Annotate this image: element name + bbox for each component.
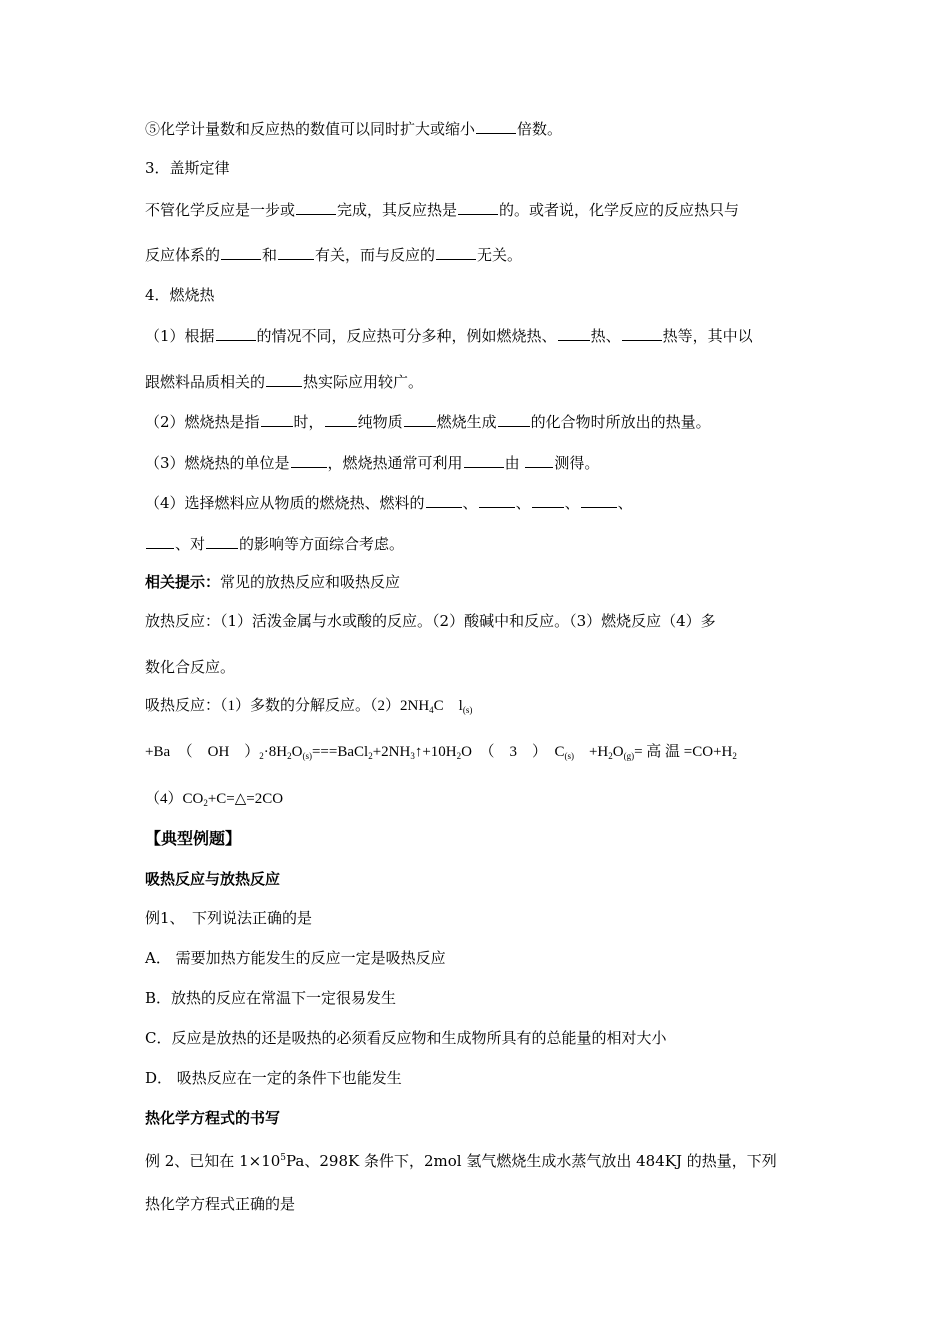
blank bbox=[216, 325, 256, 341]
text: 的化合物时所放出的热量。 bbox=[530, 413, 711, 431]
example-2-question-cont bbox=[145, 1194, 295, 1214]
text: （2）燃烧热是指 bbox=[145, 413, 260, 431]
text: 吸热反应：（1）多数的分解反应。（2）2NH bbox=[145, 698, 430, 714]
blank bbox=[404, 411, 436, 427]
subscript: 2 bbox=[368, 751, 373, 761]
text-line-15 bbox=[145, 696, 472, 720]
subscript: (g) bbox=[623, 751, 635, 761]
blank bbox=[464, 452, 504, 468]
text: 的情况不同，反应热可分多种，例如燃烧热、 bbox=[256, 327, 557, 345]
text: （1）根据 bbox=[145, 327, 215, 345]
text: 、 bbox=[564, 494, 580, 512]
text: 完成，其反应热是 bbox=[337, 201, 458, 219]
blank bbox=[325, 411, 357, 427]
hint-label: 相关提示： bbox=[145, 573, 221, 591]
text: 、 bbox=[617, 494, 633, 512]
subscript: 2 bbox=[732, 751, 737, 761]
option-a bbox=[145, 948, 446, 968]
text: ===BaCl bbox=[311, 744, 369, 760]
text: 燃烧生成 bbox=[436, 413, 497, 431]
section-title-examples bbox=[145, 829, 241, 849]
subscript: 2 bbox=[203, 798, 208, 808]
subscript: 2 bbox=[456, 751, 462, 761]
text: = 高 温 =CO+H bbox=[634, 744, 733, 760]
equation-line-17 bbox=[145, 789, 283, 813]
text-line-14 bbox=[145, 657, 235, 677]
blank bbox=[146, 533, 174, 549]
blank bbox=[261, 411, 293, 427]
text: ⑤化学计量数和反应热的数值可以同时扩大或缩小 bbox=[145, 120, 476, 138]
text: 吸热反应与放热反应 bbox=[145, 870, 281, 888]
text: （4）选择燃料应从物质的燃烧热、燃料的 bbox=[145, 494, 425, 512]
subscript: 2 bbox=[287, 751, 292, 761]
text: O bbox=[612, 744, 624, 760]
subscript: 4 bbox=[429, 705, 434, 715]
text: 热化学方程式的书写 bbox=[145, 1109, 281, 1127]
blank bbox=[266, 371, 302, 387]
text-line-9 bbox=[145, 452, 599, 473]
example-1-question bbox=[145, 908, 312, 928]
heading-hess-law bbox=[145, 158, 230, 178]
text: 测得。 bbox=[554, 454, 600, 472]
text: 4．燃烧热 bbox=[145, 286, 215, 304]
text-line-3 bbox=[145, 199, 739, 220]
text: 和 bbox=[262, 246, 278, 264]
text-line-4 bbox=[145, 244, 522, 265]
blank bbox=[278, 244, 314, 260]
text: 、对 bbox=[175, 535, 206, 553]
text: 、 bbox=[462, 494, 478, 512]
text: B．放热的反应在常温下一定很易发生 bbox=[145, 989, 397, 1007]
subscript: (s) bbox=[564, 751, 574, 761]
blank bbox=[532, 492, 564, 508]
text: 由 bbox=[504, 454, 525, 472]
text: 纯物质 bbox=[357, 413, 403, 431]
text: （4）CO bbox=[145, 791, 204, 807]
text: D． 吸热反应在一定的条件下也能发生 bbox=[145, 1069, 402, 1087]
text-line-11 bbox=[145, 533, 404, 554]
blank bbox=[436, 244, 476, 260]
subscript: 2 bbox=[608, 751, 613, 761]
text: +2NH bbox=[372, 744, 411, 760]
blank bbox=[479, 492, 515, 508]
text-line-8 bbox=[145, 411, 711, 432]
equation-line-16 bbox=[145, 742, 737, 766]
text: C l bbox=[433, 698, 463, 714]
text: 放热反应：（1）活泼金属与水或酸的反应。（2）酸碱中和反应。（3）燃烧反应（4）多 bbox=[145, 612, 716, 630]
text: 无关。 bbox=[477, 246, 523, 264]
text-line-12 bbox=[145, 572, 400, 592]
blank bbox=[525, 452, 553, 468]
text: +Ba （ OH ） bbox=[145, 744, 260, 760]
text: 时， bbox=[293, 413, 324, 431]
text: 例 2、已知在 1×10 bbox=[145, 1152, 281, 1170]
text: 的影响等方面综合考虑。 bbox=[239, 535, 405, 553]
text: 有关，而与反应的 bbox=[315, 246, 436, 264]
text: ↑+10H bbox=[414, 744, 457, 760]
subheading-thermochemical-equation bbox=[145, 1108, 280, 1128]
text: 常见的放热反应和吸热反应 bbox=[220, 573, 401, 591]
blank bbox=[622, 325, 662, 341]
text: 反应体系的 bbox=[145, 246, 221, 264]
text: 【典型例题】 bbox=[145, 829, 242, 848]
text: C．反应是放热的还是吸热的必须看反应物和生成物所具有的总能量的相对大小 bbox=[145, 1029, 667, 1047]
text: 的。或者说，化学反应的反应热只与 bbox=[499, 201, 740, 219]
subscript: 3 bbox=[410, 751, 415, 761]
example-2-question bbox=[145, 1148, 777, 1171]
text: 热、 bbox=[590, 327, 621, 345]
blank bbox=[206, 533, 238, 549]
subscript: 2 bbox=[259, 751, 264, 761]
text: 例1、 下列说法正确的是 bbox=[145, 909, 313, 927]
text-line-13 bbox=[145, 611, 716, 631]
text: 3．盖斯定律 bbox=[145, 159, 230, 177]
subheading-endothermic-exothermic bbox=[145, 869, 280, 889]
text: 热等，其中以 bbox=[662, 327, 753, 345]
text: Pa、298K 条件下，2mol 氢气燃烧生成水蒸气放出 484KJ 的热量，下列 bbox=[286, 1152, 777, 1170]
text: O bbox=[291, 744, 303, 760]
text-line-10 bbox=[145, 492, 633, 513]
text-line-1 bbox=[145, 118, 562, 139]
blank bbox=[558, 325, 590, 341]
blank bbox=[498, 411, 530, 427]
text: 、 bbox=[515, 494, 531, 512]
text: +C=△=2CO bbox=[207, 791, 284, 807]
text: A． 需要加热方能发生的反应一定是吸热反应 bbox=[145, 949, 446, 967]
text: 跟燃料品质相关的 bbox=[145, 373, 266, 391]
text-line-7 bbox=[145, 371, 423, 392]
superscript: 5 bbox=[280, 1153, 287, 1163]
text: ·8H bbox=[263, 744, 288, 760]
subscript: (s) bbox=[462, 705, 473, 715]
text: 热化学方程式正确的是 bbox=[145, 1195, 296, 1213]
text: 热实际应用较广。 bbox=[303, 373, 424, 391]
blank bbox=[476, 118, 516, 134]
text: O （ 3 ） C bbox=[461, 744, 565, 760]
option-c bbox=[145, 1028, 666, 1048]
text: ，燃烧热通常可利用 bbox=[327, 454, 463, 472]
text-line-6 bbox=[145, 325, 753, 346]
text: 不管化学反应是一步或 bbox=[145, 201, 296, 219]
subscript: (s) bbox=[302, 751, 312, 761]
text: +H bbox=[573, 744, 609, 760]
blank bbox=[291, 452, 327, 468]
blank bbox=[296, 199, 336, 215]
text: 倍数。 bbox=[517, 120, 563, 138]
option-d bbox=[145, 1068, 402, 1088]
blank bbox=[221, 244, 261, 260]
blank bbox=[458, 199, 498, 215]
text: 数化合反应。 bbox=[145, 658, 236, 676]
option-b bbox=[145, 988, 396, 1008]
blank bbox=[581, 492, 617, 508]
text: （3）燃烧热的单位是 bbox=[145, 454, 290, 472]
heading-combustion-heat bbox=[145, 285, 215, 305]
blank bbox=[426, 492, 462, 508]
